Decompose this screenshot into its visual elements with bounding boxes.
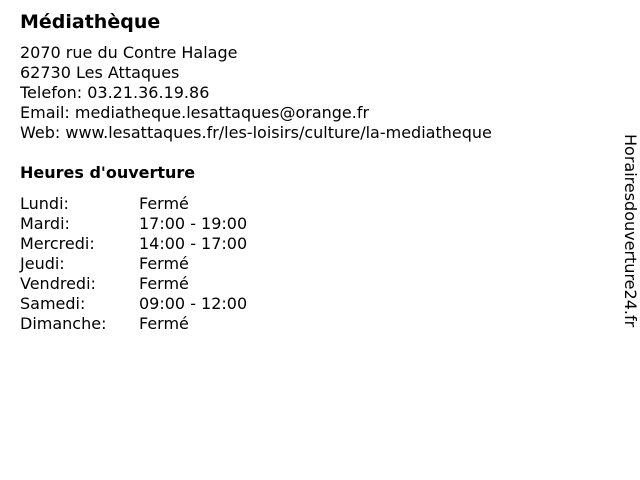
hours-row-monday	[20, 194, 600, 214]
venue-card	[20, 10, 600, 334]
day-label: Mardi:	[20, 214, 70, 233]
hours-row-tuesday	[20, 214, 600, 234]
hours-row-friday	[20, 274, 600, 294]
hours-row-sunday	[20, 314, 600, 334]
website-line: Web: www.lesattaques.fr/les-loisirs/culture/la-mediatheque	[20, 123, 492, 142]
site-watermark: Horairesdouverture24.fr	[621, 134, 640, 328]
hours-row-wednesday	[20, 234, 600, 254]
opening-hours-heading: Heures d'ouverture	[20, 163, 196, 182]
address-block	[20, 43, 600, 143]
street-address: 2070 rue du Contre Halage	[20, 43, 238, 62]
time-value: Fermé	[139, 314, 189, 333]
time-value: 17:00 - 19:00	[139, 214, 248, 233]
day-label: Samedi:	[20, 294, 86, 313]
day-label: Vendredi:	[20, 274, 96, 293]
time-value: Fermé	[139, 254, 189, 273]
email-line: Email: mediatheque.lesattaques@orange.fr	[20, 103, 370, 122]
opening-hours-list	[20, 194, 600, 334]
day-label: Mercredi:	[20, 234, 95, 253]
day-label: Dimanche:	[20, 314, 107, 333]
hours-row-thursday	[20, 254, 600, 274]
day-label: Jeudi:	[20, 254, 65, 273]
phone-line: Telefon: 03.21.36.19.86	[20, 83, 210, 102]
time-value: 09:00 - 12:00	[139, 294, 248, 313]
hours-row-saturday	[20, 294, 600, 314]
time-value: Fermé	[139, 274, 189, 293]
time-value: Fermé	[139, 194, 189, 213]
postal-city: 62730 Les Attaques	[20, 63, 180, 82]
venue-title: Médiathèque	[20, 11, 161, 33]
time-value: 14:00 - 17:00	[139, 234, 248, 253]
day-label: Lundi:	[20, 194, 69, 213]
